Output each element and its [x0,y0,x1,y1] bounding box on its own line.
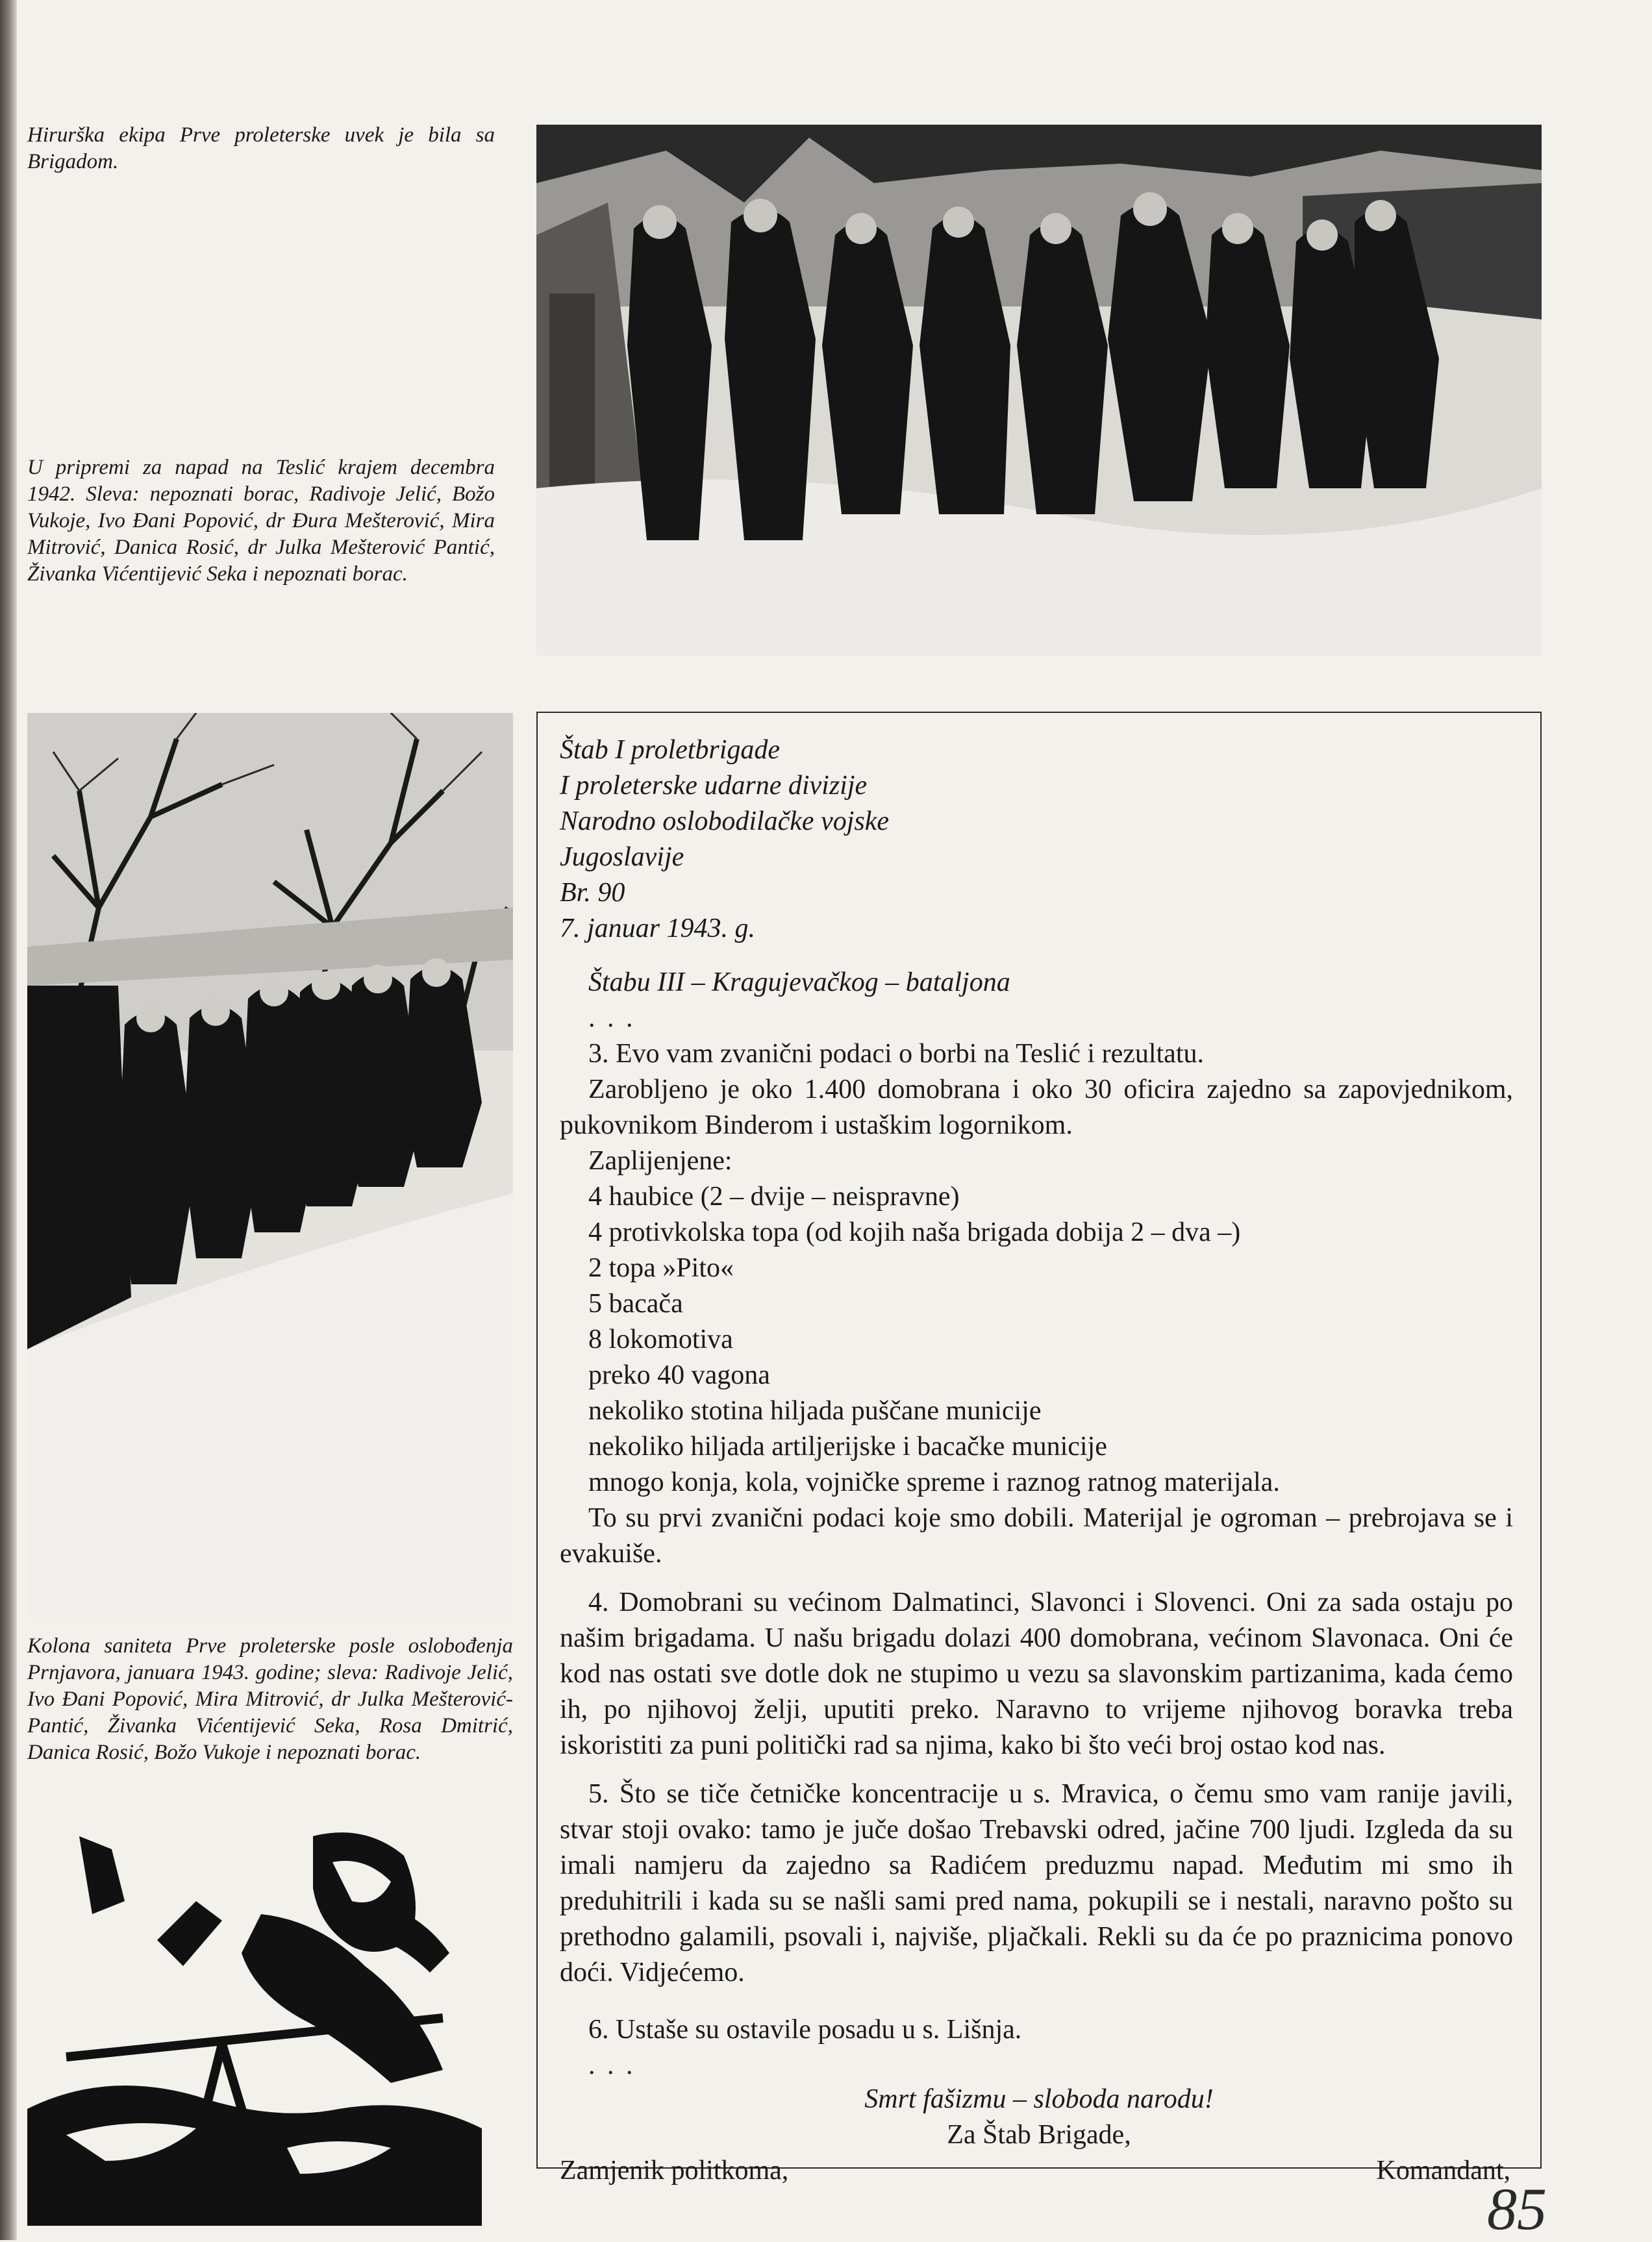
paragraph-5: 5. Što se tiče četničke koncentracije u s. Mravica, o čemu smo vam ranije javili, stvar stoji ovako: tamo je juče došao Trebavski odred, jačine 700 ljudi. Izgleda da su imali namjeru da zajedno sa Radićem preduzmu napad. Međutim mi smo ih preduhitrili i kada su se našli sami pred nama, pokupili se i nestali, naravno pošto su prethodno galamili, psovali i, najviše, pljačkali. Rekli su da će po praznicima ponovo doći. Vidjećemo. [560,1779,1513,1987]
header-line: I proleterske udarne divizije [560,771,868,801]
for-staff-line: Za Štab Brigade, [947,2120,1131,2150]
signature-deputy-commissar: Zamjenik politkoma, [560,2156,789,2186]
caption-teslic-preparation: U pripremi za napad na Teslić krajem decembra 1942. Sleva: nepoznati borac, Radivoje Jelić, Božo Vukoje, Ivo Đani Popović, dr Đura Mešterović, Mira Mitrović, Danica Rosić, dr Julka Mešterović Pantić, Živanka Vićentijević Seka i nepoznati borac. [27,456,495,586]
book-binding-shadow [0,0,17,2240]
list-item: 4 protivkolska topa (od kojih naša brigada dobija 2 – dva –) [588,1217,1241,1247]
list-item: preko 40 vagona [588,1360,770,1390]
ellipsis: . . . [588,1003,636,1033]
list-item: 2 topa »Pito« [588,1253,734,1283]
list-item: 4 haubice (2 – dvije – neispravne) [588,1182,960,1212]
document-letter [536,712,1542,2186]
header-line: Jugoslavije [560,842,684,872]
list-item: mnogo konja, kola, vojničke spreme i raznog ratnog materijala. [588,1467,1280,1497]
ellipsis: . . . [588,2050,636,2080]
signature-commander: Komandant, [1376,2156,1510,2186]
list-item: 5 bacača [588,1289,683,1319]
photo-medical-column [27,713,513,1617]
paragraph-3-seized-label: Zaplijenjene: [588,1146,732,1176]
paragraph-3-captured: Zarobljeno je oko 1.400 domobrana i oko 30 oficira zajedno sa zapovjednikom, pukovnikom Binderom i ustaškim logornikom. [560,1075,1513,1140]
caption-surgical-team: Hirurška ekipa Prve proleterske uvek je bila sa Brigadom. [27,123,495,173]
header-line: 7. januar 1943. g. [560,914,756,943]
paragraph-4: 4. Domobrani su većinom Dalmatinci, Slavonci i Slovenci. Oni za sada ostaju po našim brigadama. U našu brigadu dolazi 400 domobrana, većinom Slavonaca. Oni će kod nas ostati sve dotle dok ne stupimo u vezu sa slavonskim partizanima, kada ćemo ih, po njihovoj želji, uputiti preko. Naravno to vrijeme njihovog boravka treba iskoristiti za puni politički rad sa njima, kako bi što veći broj ostao kod nas. [560,1588,1513,1760]
paragraph-3-end: To su prvi zvanični podaci koje smo dobili. Materijal je ogroman – prebrojava se i evakuiše. [560,1503,1513,1569]
list-item: nekoliko hiljada artiljerijske i bacačke municije [588,1432,1107,1462]
photo-group-in-snow-image [536,125,1542,656]
letter-recipient: Štabu III – Kragujevačkog – bataljona [588,967,1010,997]
header-line: Narodno oslobodilačke vojske [560,806,890,836]
letter-header [560,732,889,947]
photo-medical-column-image [27,713,513,1617]
list-item: nekoliko stotina hiljada puščane municije [588,1396,1042,1426]
header-line: Štab I proletbrigade [560,735,781,765]
seized-items-list [560,1179,1513,1501]
paragraph-3-intro: 3. Evo vam zvanični podaci o borbi na Teslić i rezultatu. [588,1039,1204,1069]
photo-group-in-snow [536,125,1542,656]
header-line: Br. 90 [560,878,625,908]
machine-gunner-drawing-image [27,1823,513,2226]
page-number: 85 [1487,2176,1547,2242]
letter-body [560,1036,1513,1991]
list-item: 8 lokomotiva [588,1325,733,1354]
slogan: Smrt fašizmu – sloboda narodu! [864,2084,1214,2114]
caption-medical-column: Kolona saniteta Prve proleterske posle oslobođenja Prnjavora, januara 1943. godine; sleva: Radivoje Jelić, Ivo Đani Popović, Mira Mitrović, dr Julka Mešterović-Pantić, Živanka Vićentijević Seka, Rosa Dmitrić, Danica Rosić, Božo Vukoje i nepoznati borac. [27,1634,513,1764]
paragraph-6: 6. Ustaše su ostavile posadu u s. Lišnja. [588,2015,1022,2045]
machine-gunner-drawing [27,1823,513,2226]
